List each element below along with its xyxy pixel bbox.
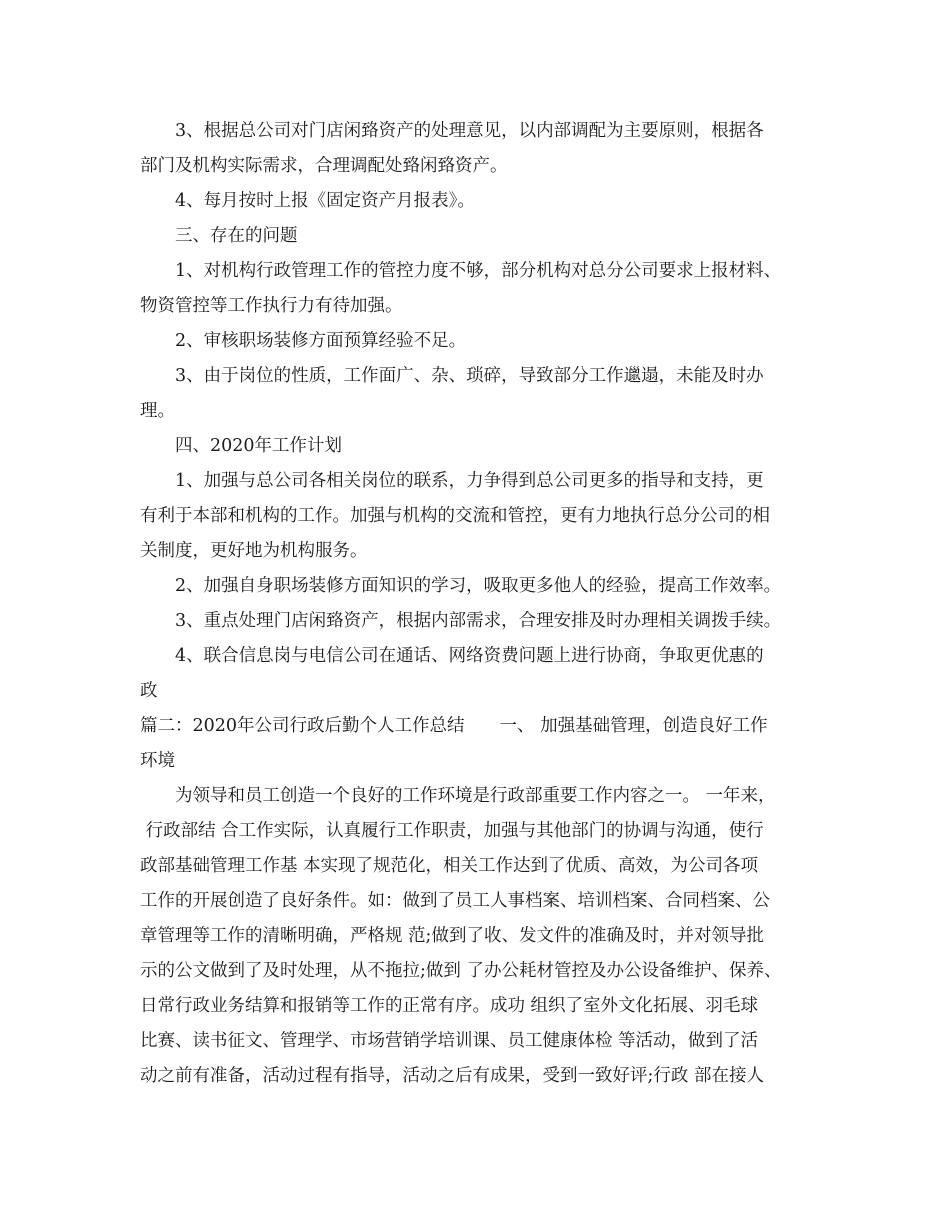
text-line: 1、对机构行政管理工作的管控力度不够，部分机构对总分公司要求上报材料、 [175, 261, 782, 281]
text-line: 理。 [140, 401, 175, 421]
text-line: 4、每月按时上报《固定资产月报表》。 [175, 191, 475, 211]
text-line: 4、联合信息岗与电信公司在通话、网络资费问题上进行协商，争取更优惠的 [175, 646, 764, 666]
text-line: 日常行政业务结算和报销等工作的正常有序。成功 组织了室外文化拓展、羽毛球 [140, 996, 759, 1016]
text-line: 3、由于岗位的性质，工作面广、杂、琐碎，导致部分工作邋遢，未能及时办 [175, 366, 764, 386]
text-line: 1、加强与总公司各相关岗位的联系，力争得到总公司更多的指导和支持，更 [175, 471, 764, 491]
text-line: 关制度，更好地为机构服务。 [140, 541, 368, 561]
document-body [140, 114, 820, 1094]
text-line: 篇二：2020年公司行政后勤个人工作总结 一、 加强基础管理，创造良好工作 [140, 716, 768, 736]
text-line: 工作的开展创造了良好条件。如：做到了员工人事档案、培训档案、合同档案、公 [140, 891, 770, 911]
text-line: 有利于本部和机构的工作。加强与机构的交流和管控，更有力地执行总分公司的相 [140, 506, 770, 526]
text-line: 三、存在的问题 [175, 226, 298, 246]
text-line: 行政部结 合工作实际，认真履行工作职责，加强与其他部门的协调与沟通，使行 [140, 821, 764, 841]
text-line: 为领导和员工创造一个良好的工作环境是行政部重要工作内容之一。 一年来， [175, 786, 776, 806]
text-line: 物资管控等工作执行力有待加强。 [140, 296, 403, 316]
text-line: 2、审核职场装修方面预算经验不足。 [175, 331, 467, 351]
text-line: 政 [140, 681, 158, 701]
text-line: 部门及机构实际需求，合理调配处臵闲臵资产。 [140, 156, 508, 176]
text-line: 环境 [140, 751, 175, 771]
text-line: 3、重点处理门店闲臵资产，根据内部需求，合理安排及时办理相关调拨手续。 [175, 611, 782, 631]
text-line: 3、根据总公司对门店闲臵资产的处理意见，以内部调配为主要原则，根据各 [175, 121, 764, 141]
text-line: 2、加强自身职场装修方面知识的学习，吸取更多他人的经验，提高工作效率。 [175, 576, 782, 596]
text-line: 四、2020年工作计划 [175, 436, 343, 456]
text-line: 示的公文做到了及时处理，从不拖拉;做到 了办公耗材管控及办公设备维护、保养、 [140, 961, 782, 981]
text-line: 动之前有准备，活动过程有指导，活动之后有成果，受到一致好评;行政 部在接人 [140, 1066, 764, 1086]
text-line: 章管理等工作的清晰明确，严格规 范;做到了收、发文件的准确及时，并对领导批 [140, 926, 764, 946]
text-line: 政部基础管理工作基 本实现了规范化，相关工作达到了优质、高效，为公司各项 [140, 856, 759, 876]
text-line: 比赛、读书征文、管理学、市场营销学培训课、员工健康体检 等活动，做到了活 [140, 1031, 759, 1051]
